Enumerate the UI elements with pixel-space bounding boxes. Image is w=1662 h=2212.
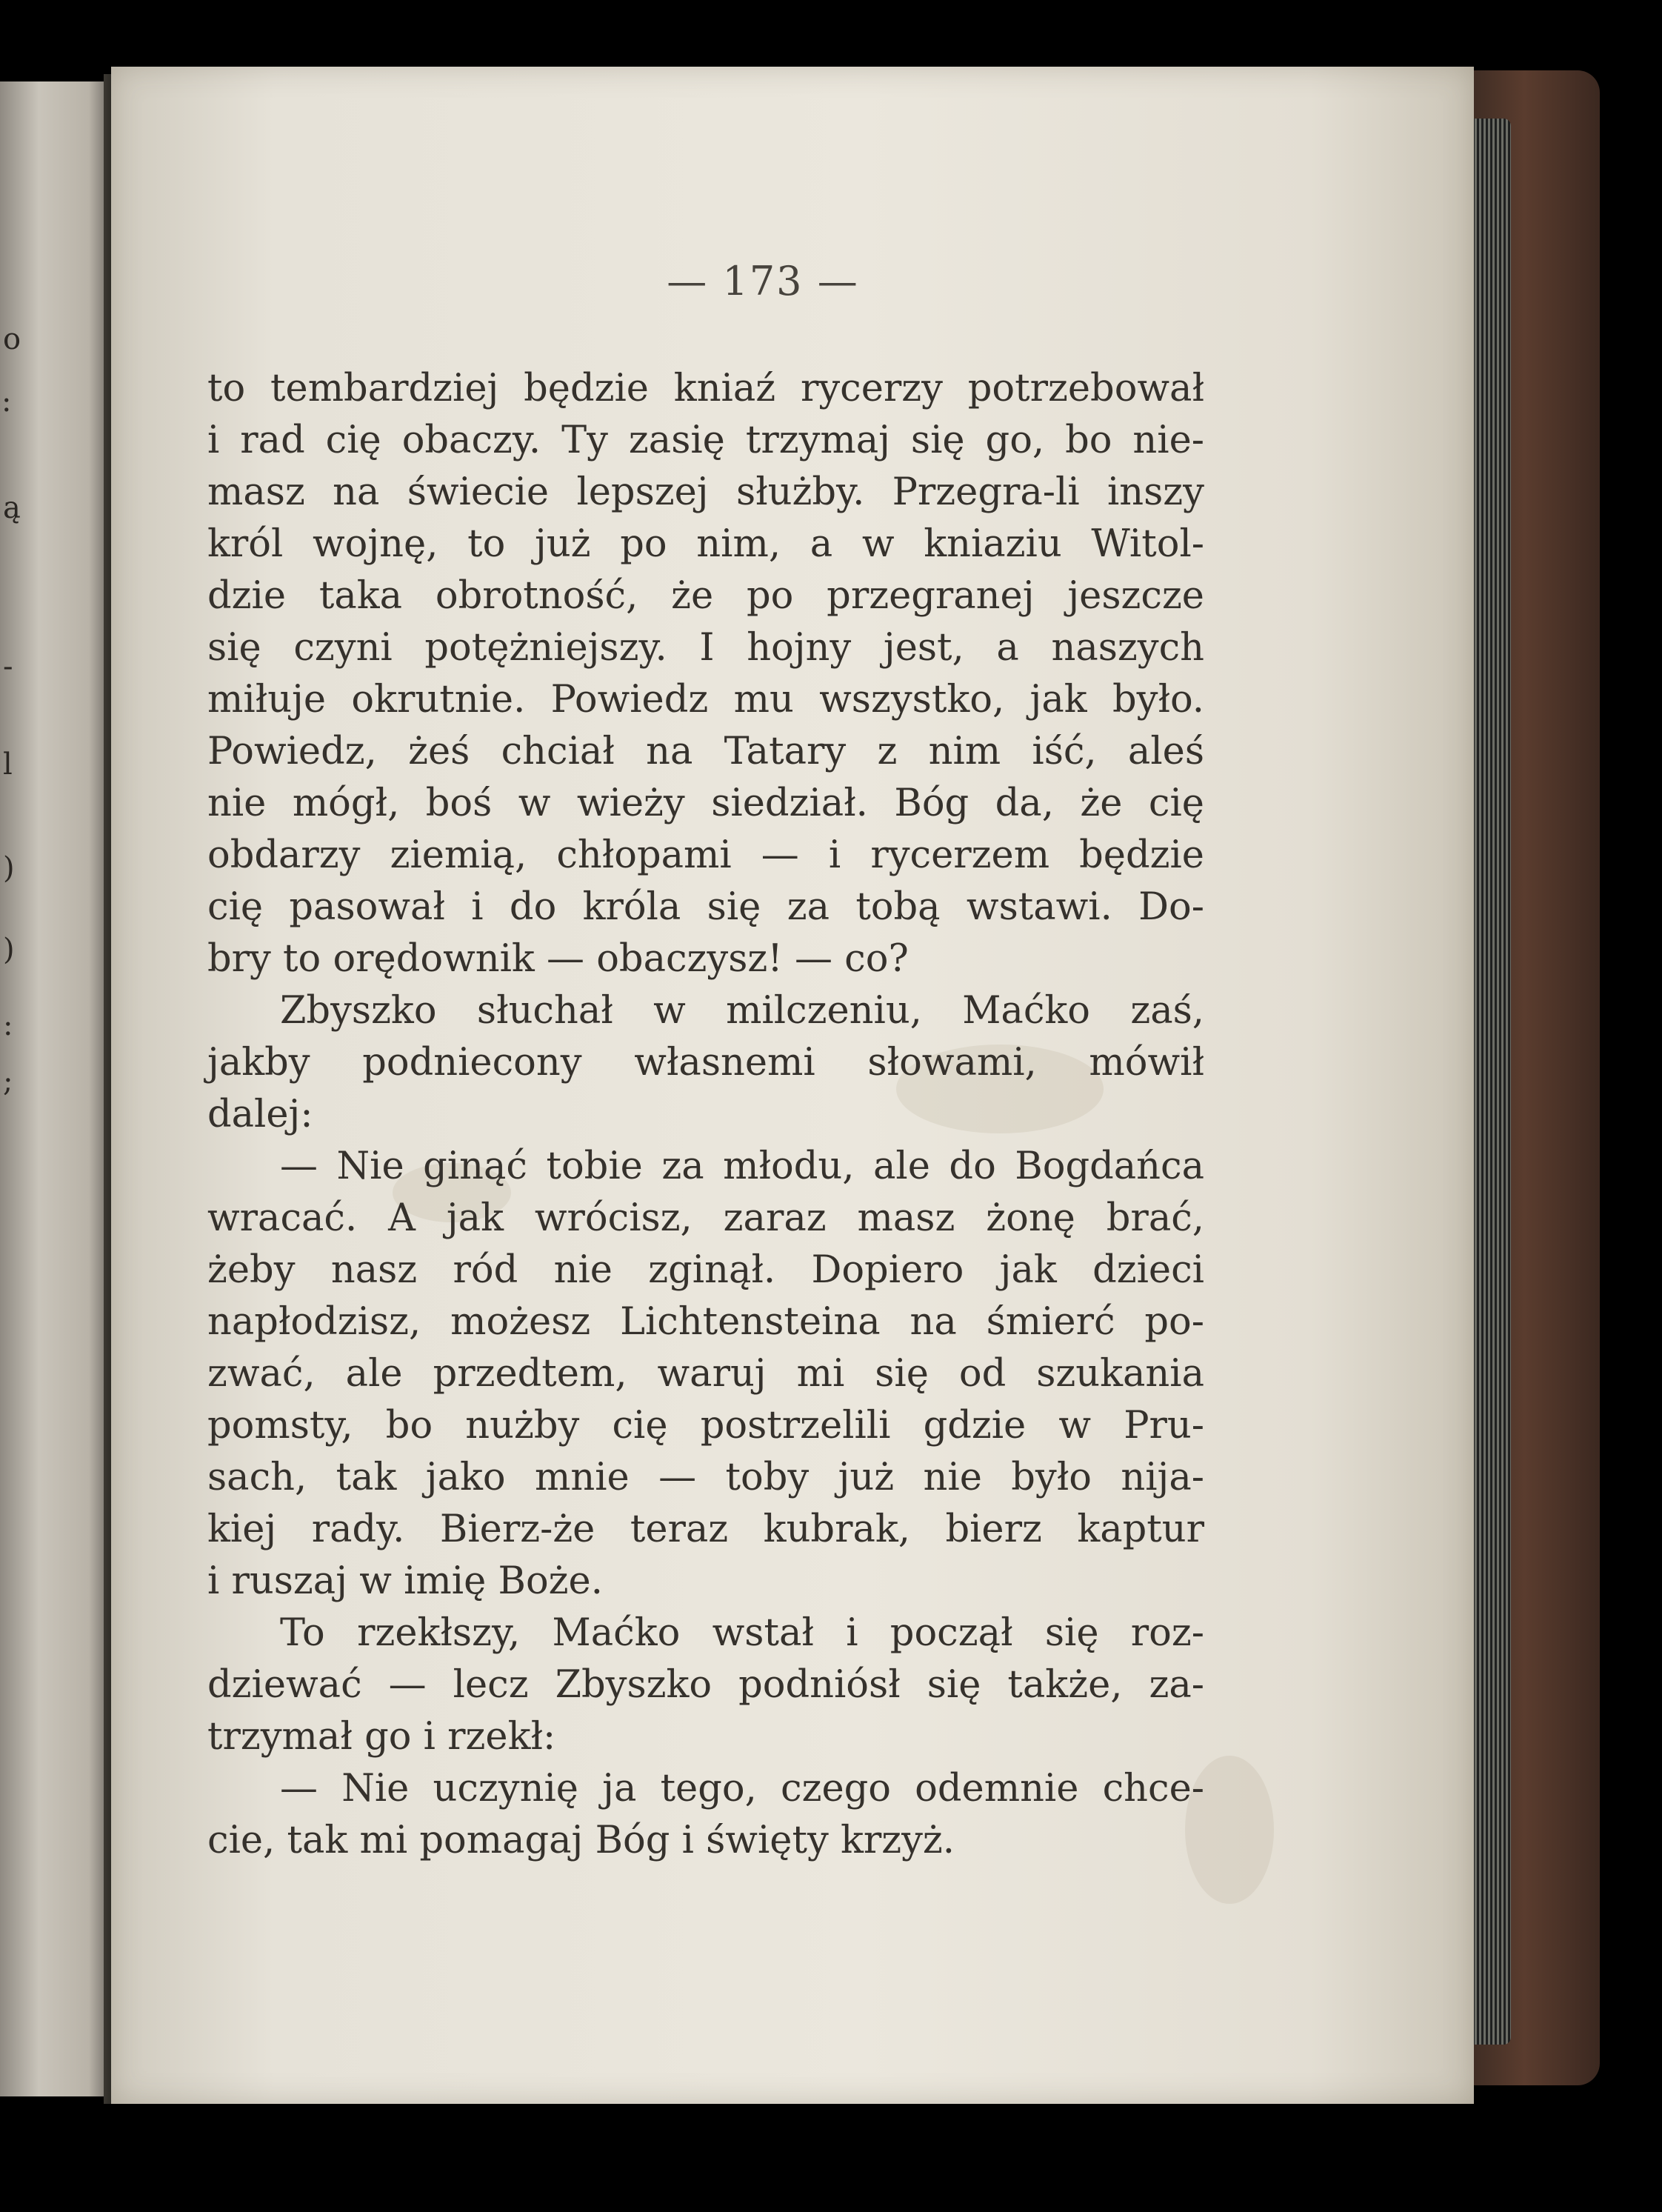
text-line: kiej rady. Bierz-że teraz kubrak, bierz kaptur — [207, 1508, 1204, 1551]
text-line: to tembardziej będzie kniaź rycerzy potrzebował — [207, 367, 1204, 410]
text-line: jakby podniecony własnemi słowami, mówił — [207, 1041, 1204, 1085]
left-page-fragment: ) — [3, 933, 15, 967]
text-line: się czyni potężniejszy. I hojny jest, a naszych — [207, 626, 1204, 670]
left-page-fragment: : — [3, 1008, 13, 1042]
text-line: król wojnę, to już po nim, a w kniaziu Witol- — [207, 522, 1204, 566]
text-line: — Nie ginąć tobie za młodu, ale do Bogdańca — [280, 1145, 1204, 1188]
left-page-fragment: ) — [3, 851, 15, 885]
left-page-fragment: o — [3, 322, 21, 356]
text-line: bry to orędownik — obaczysz! — co? — [207, 937, 909, 981]
text-line: Zbyszko słuchał w milczeniu, Maćko zaś, — [280, 989, 1204, 1033]
left-page-fragment: : — [1, 384, 12, 419]
text-line: żeby nasz ród nie zginął. Dopiero jak dzieci — [207, 1248, 1204, 1292]
text-line: napłodzisz, możesz Lichtensteina na śmierć po- — [207, 1300, 1204, 1344]
text-line: sach, tak jako mnie — toby już nie było nija- — [207, 1456, 1204, 1499]
left-page-fragment: ; — [3, 1065, 13, 1099]
body-text — [207, 363, 1204, 1867]
text-line: cię pasował i do króla się za tobą wstawi. Do- — [207, 885, 1204, 929]
text-line: trzymał go i rzekł: — [207, 1715, 556, 1759]
text-line: i rad cię obaczy. Ty zasię trzymaj się go, bo nie- — [207, 419, 1204, 462]
text-line: Powiedz, żeś chciał na Tatary z nim iść, aleś — [207, 730, 1204, 773]
text-line: cie, tak mi pomagaj Bóg i święty krzyż. — [207, 1819, 955, 1862]
text-line: To rzekłszy, Maćko wstał i począł się roz- — [280, 1611, 1204, 1655]
text-line: miłuje okrutnie. Powiedz mu wszystko, jak było. — [207, 678, 1204, 722]
left-page-fragment: - — [3, 650, 13, 684]
text-line: nie mógł, boś w wieży siedział. Bóg da, że cię — [207, 782, 1204, 825]
left-page-fragment: ą — [3, 491, 21, 525]
text-line: pomsty, bo nużby cię postrzelili gdzie w Pru- — [207, 1404, 1204, 1448]
text-line: dzie taka obrotność, że po przegranej jeszcze — [207, 574, 1204, 618]
text-line: wracać. A jak wrócisz, zaraz masz żonę brać, — [207, 1196, 1204, 1240]
text-line: — Nie uczynię ja tego, czego odemnie chce- — [280, 1767, 1204, 1810]
page-edges — [1470, 119, 1511, 2045]
page-number: — 173 — — [667, 258, 859, 304]
left-page-fragment: l — [3, 747, 13, 782]
text-line: dalej: — [207, 1093, 313, 1136]
text-line: i ruszaj w imię Boże. — [207, 1559, 603, 1603]
text-line: masz na świecie lepszej służby. Przegra-li inszy — [207, 470, 1204, 514]
text-line: dziewać — lecz Zbyszko podniósł się także, za- — [207, 1663, 1204, 1707]
book-page — [111, 67, 1474, 2104]
text-line: obdarzy ziemią, chłopami — i rycerzem będzie — [207, 833, 1204, 877]
left-page-edge — [0, 81, 111, 2096]
text-line: zwać, ale przedtem, waruj mi się od szukania — [207, 1352, 1204, 1396]
